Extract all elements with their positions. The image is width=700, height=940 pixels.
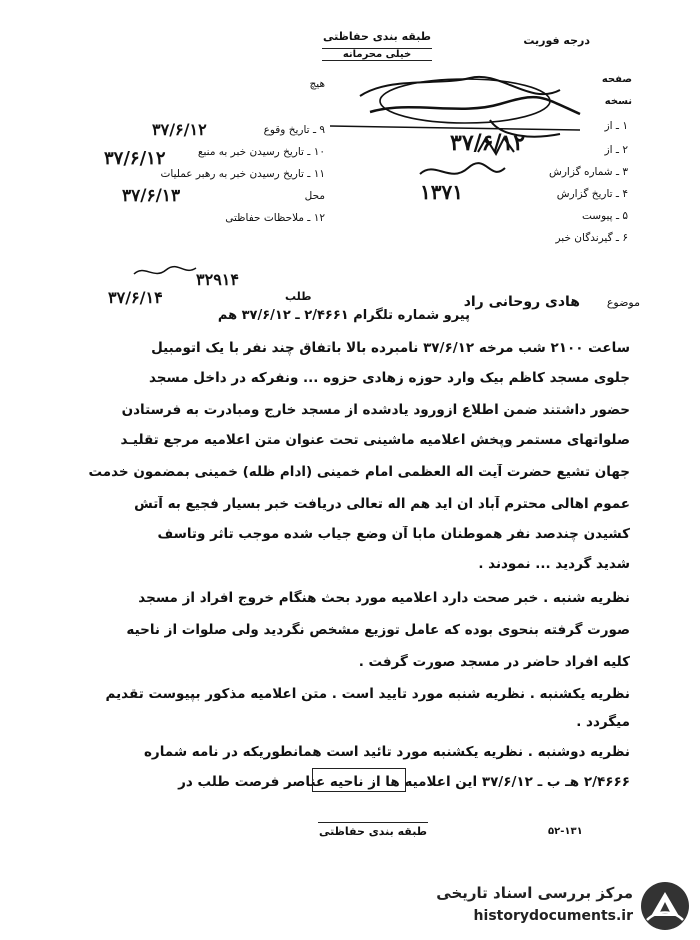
- place-value: ۳۷/۶/۱۳: [122, 186, 181, 206]
- copy-label: نسخه: [604, 96, 632, 107]
- logo-url: historydocuments.ir: [473, 908, 633, 924]
- field-source-date: ۱۰ ـ تاریخ رسیدن خبر به منبع: [197, 146, 325, 158]
- body-line: نظریه دوشنبه . نظریه یکشنبه مورد تائید است همانطوریکه در نامه شماره: [143, 744, 630, 760]
- body-line: حضور داشتند ضمن اطلاع ازورود یادشده از مسجد خارج ومبادرت به فرستادن: [121, 402, 630, 418]
- handwritten-date: ۳۷/۶/۱۴: [108, 288, 163, 307]
- logo-name: مرکز بررسی اسناد تاریخی: [436, 884, 633, 902]
- field-report-number: ۳ ـ شماره گزارش: [549, 166, 628, 178]
- body-line: صورت گرفته بنحوی بوده که عامل توزیع مشخص نگردید ولی صلوات از ناحیه: [126, 622, 630, 638]
- subject-tag: طلب: [285, 290, 312, 303]
- body-line: جلوی مسجد کاظم بیک وارد حوزه زهادی حزوه ... ونفرکه در داخل مسجد: [148, 370, 630, 386]
- field-attachment: ۵ ـ پیوست: [581, 210, 628, 222]
- body-line: ساعت ۲۱۰۰ شب مرخه ۳۷/۶/۱۲ نامبرده بالا باتفاق چند نفر با یک اتومبیل: [151, 340, 630, 356]
- classification-top-value: خیلی محرمانه: [322, 48, 432, 61]
- body-line: کشیدن چندصد نفر هموطنان مابا آن وضع جیاب شده موجب تاثر وتاسف: [157, 526, 630, 542]
- body-line: کلیه افراد حاضر در مسجد صورت گرفت .: [358, 654, 630, 670]
- field-place: محل: [304, 190, 325, 202]
- body-line: شدید گردید ... نمودند .: [478, 556, 630, 572]
- subject-label: موضوع: [606, 296, 640, 309]
- handwritten-number: ۳۲۹۱۴: [196, 270, 239, 289]
- urgency-label: درجه فوریت: [523, 34, 590, 47]
- subject-title: هادی روحانی راد: [463, 294, 580, 310]
- body-line: میگردد .: [576, 714, 630, 730]
- classification-top: طبقه بندی حفاظتی: [322, 30, 432, 43]
- form-code: ۵۲-۱۳۱: [548, 826, 583, 837]
- body-line: جهان تشیع حضرت آیت اله العظمی امام خمینی (ادام ظله) خمینی بمضمون خدمت: [88, 464, 630, 480]
- field-operations-date: ۱۱ ـ تاریخ رسیدن خبر به رهبر عملیات: [160, 168, 325, 180]
- scribble-small: [130, 262, 200, 282]
- body-line: عموم اهالی محترم آباد ان اید هم اله تعالی دریافت خبر بسیار فجیع به آتش: [134, 496, 630, 512]
- archive-logo: [415, 878, 695, 936]
- body-line: صلواتهای مستمر وپخش اعلامیه ماشینی تحت عنوان متن اعلامیه مرجع تقلیـد: [120, 432, 630, 448]
- body-line: نظریه شنبه . خبر صحت دارد اعلامیه مورد بحث هنگام خروج افراد از مسجد: [138, 590, 630, 606]
- stamp-box: [312, 768, 406, 792]
- body-line: ۲/۴۶۶۶ هـ ب ـ ۳۷/۶/۱۲ این اعلامیه ها از ناحیه عناصر فرصت طلب در: [178, 774, 630, 790]
- archive-emblem-icon: [639, 880, 691, 932]
- page-label: صفحه: [601, 74, 632, 85]
- field-none: هیچ: [309, 78, 325, 90]
- field-from-1: ۱ ـ از: [604, 120, 628, 132]
- body-line: نظریه یکشنبه . نظریه شنبه مورد تایید است . متن اعلامیه مذکور بپیوست تقدیم: [105, 686, 630, 702]
- field-recipients: ۶ ـ گیرندگان خبر: [555, 232, 628, 244]
- classification-bottom: طبقه بندی حفاظتی: [318, 822, 428, 838]
- field-report-date: ۴ ـ تاریخ گزارش: [556, 188, 628, 200]
- field-security-notes: ۱۲ ـ ملاحظات حفاظتی: [225, 212, 325, 224]
- field-occurrence-date: ۹ ـ تاریخ وقوع: [263, 124, 325, 136]
- field-from-2: ۲ ـ از: [604, 144, 628, 156]
- handwritten-date-under-stamp: ۳۷/۶/۱۲: [450, 130, 526, 156]
- occurrence-date-value: ۳۷/۶/۱۲: [152, 120, 207, 139]
- subject-reference: پیرو شماره تلگرام ۲/۴۶۶۱ ـ ۳۷/۶/۱۲ هم: [217, 308, 470, 323]
- handwritten-code: ۱۳۷۱: [420, 180, 463, 204]
- source-date-value: ۳۷/۶/۱۲: [104, 148, 166, 169]
